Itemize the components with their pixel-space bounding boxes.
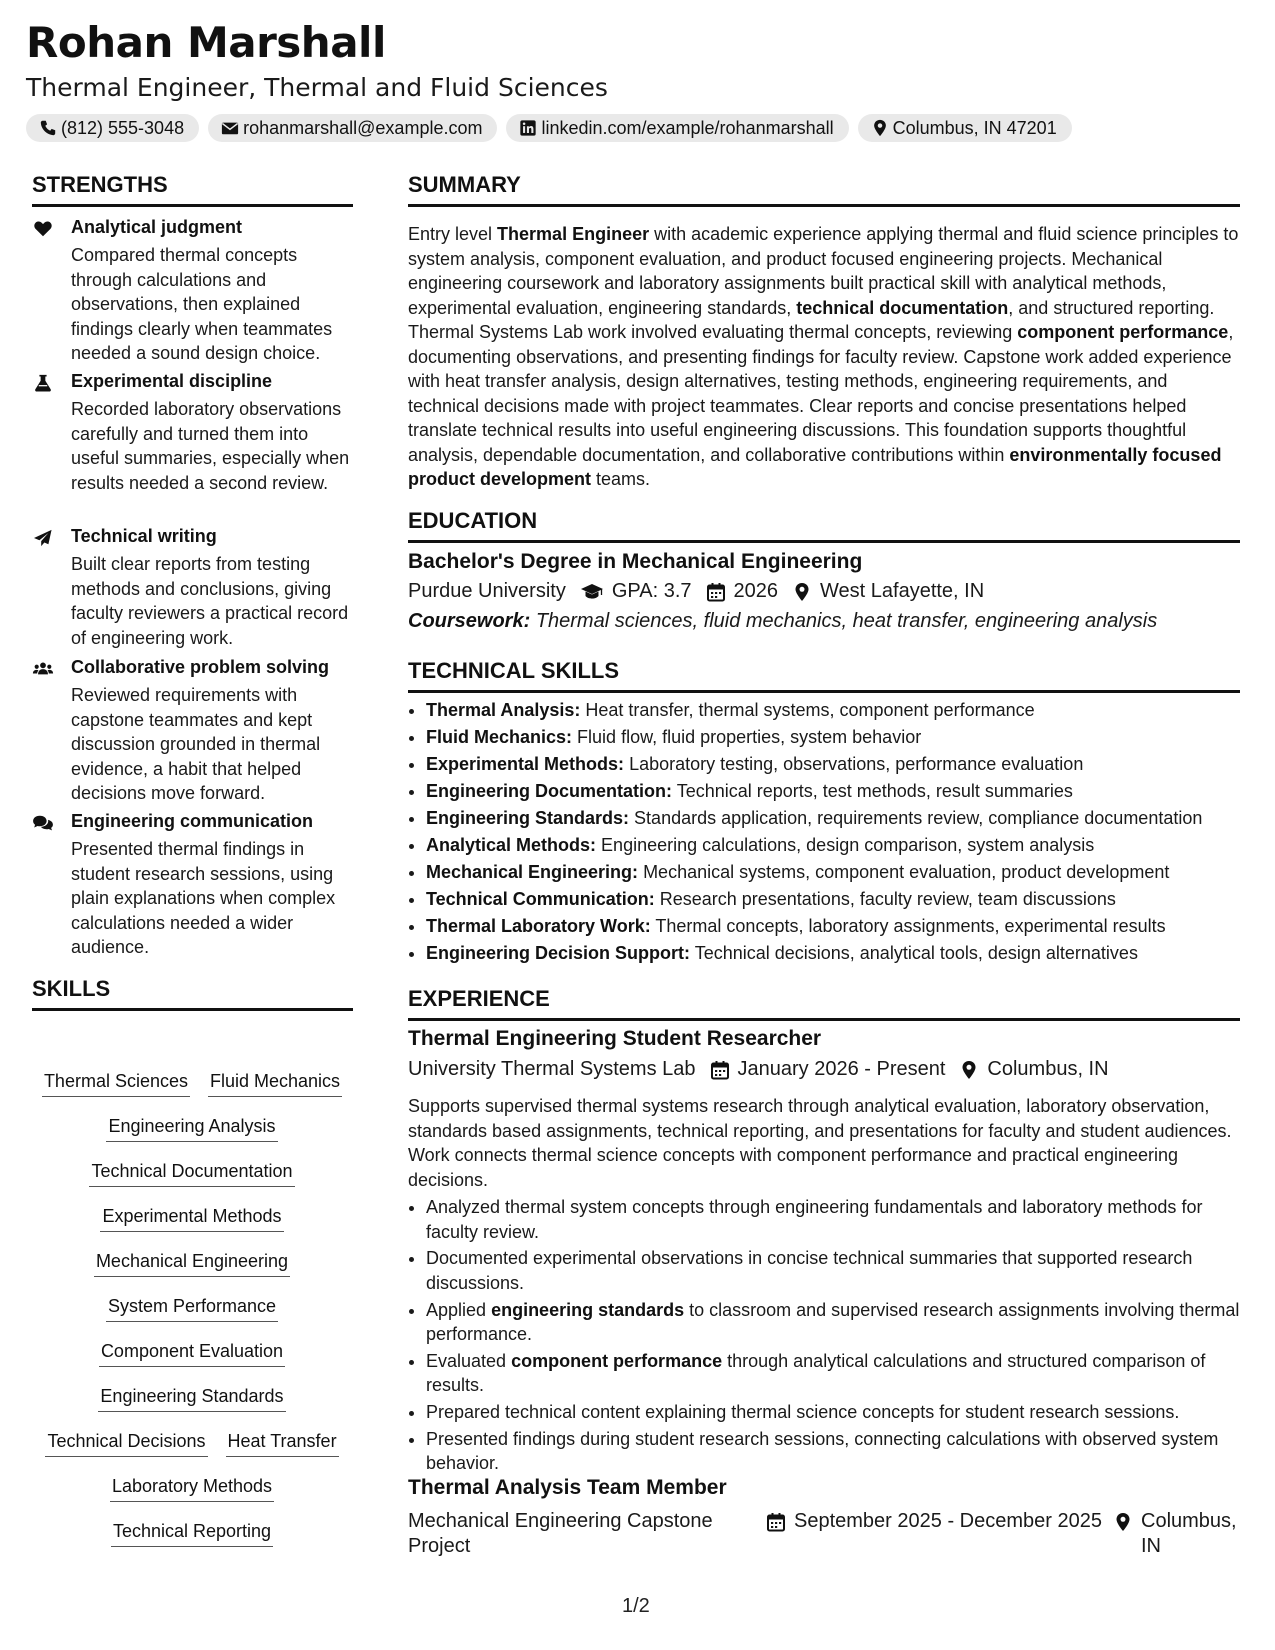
bullet-text: Presented findings during student research sessions, connecting calculations with observed system behavior. xyxy=(426,1428,1219,1474)
job-location: Columbus, IN xyxy=(1141,1510,1237,1557)
technical-skill-label: Analytical Methods: xyxy=(426,835,597,855)
bullet-text-bold: engineering standards xyxy=(491,1299,685,1320)
technical-skill-label: Engineering Decision Support: xyxy=(426,943,691,963)
summary-text xyxy=(408,222,1240,492)
page-number: 1/2 xyxy=(622,1595,650,1617)
phone-icon xyxy=(39,119,57,137)
skill-tag: Technical Reporting xyxy=(111,1520,273,1547)
job-organization: Mechanical Engineering Capstone Project xyxy=(408,1510,713,1557)
technical-skill-label: Technical Communication: xyxy=(426,889,655,909)
strength-desc: Reviewed requirements with capstone teammates and kept discussion grounded in thermal evidence, a habit that helped decisions move forward. xyxy=(71,685,321,803)
technical-skill-text: Standards application, requirements review, compliance documentation xyxy=(634,808,1203,828)
bullet-text: Applied xyxy=(426,1299,492,1320)
strength-item xyxy=(32,371,354,511)
job-dates: January 2026 - Present xyxy=(737,1058,946,1080)
coursework-line xyxy=(408,610,1240,633)
bullet-text: Analyzed thermal system concepts through engineering fundamentals and laboratory methods for faculty review. xyxy=(426,1197,1203,1242)
bullet-text: to classroom and supervised research assignments involving thermal performance. xyxy=(426,1299,1240,1345)
strength-item xyxy=(32,526,354,646)
school-name: Purdue University xyxy=(408,580,566,602)
strength-desc: Recorded laboratory observations carefully and turned them into useful summaries, especially when results needed a second review. xyxy=(71,399,350,493)
technical-skill-text: Heat transfer, thermal systems, component performance xyxy=(585,700,1035,720)
contact-phone-text: (812) 555-3048 xyxy=(61,117,185,138)
technical-skill-text: Research presentations, faculty review, team discussions xyxy=(659,889,1116,909)
technical-skill-label: Experimental Methods: xyxy=(426,754,625,774)
flask-icon xyxy=(32,374,54,392)
experience-heading: EXPERIENCE xyxy=(408,986,1240,1021)
technical-skill-label: Fluid Mechanics: xyxy=(426,727,573,747)
skill-tag: Experimental Methods xyxy=(100,1205,283,1232)
summary-segment-bold: technical documentation xyxy=(796,297,1009,318)
strength-desc: Compared thermal concepts through calculations and observations, then explained findings clearly when teammates needed a sound design choice. xyxy=(71,245,333,363)
technical-skill-item xyxy=(426,913,1258,940)
contact-bar xyxy=(26,114,1072,142)
skills-row xyxy=(32,1430,352,1475)
skills-row xyxy=(32,1070,352,1115)
calendar-icon xyxy=(710,1060,730,1080)
job-title: Thermal Engineering Student Researcher xyxy=(408,1027,822,1050)
calendar-icon xyxy=(706,582,726,602)
summary-segment: teams. xyxy=(591,469,651,489)
strength-desc: Built clear reports from testing methods and conclusions, giving faculty reviewers a practical record of engineering work. xyxy=(71,554,349,648)
skill-tag: Engineering Standards xyxy=(98,1385,285,1412)
map-pin-icon xyxy=(792,582,812,602)
technical-skill-item xyxy=(426,697,1258,724)
contact-email xyxy=(208,114,497,142)
skill-tag: System Performance xyxy=(106,1295,278,1322)
technical-skill-text: Fluid flow, fluid properties, system behavior xyxy=(577,727,922,747)
strength-title: Experimental discipline xyxy=(71,371,273,391)
candidate-title: Thermal Engineer, Thermal and Fluid Sciences xyxy=(26,73,608,102)
strength-item xyxy=(32,217,354,363)
bullet-text: Prepared technical content explaining thermal science concepts for student research sessions. xyxy=(426,1402,1180,1423)
coursework-label: Coursework: xyxy=(408,610,531,632)
job-dates: September 2025 - December 2025 xyxy=(794,1510,1102,1532)
contact-phone xyxy=(26,114,199,142)
job-bullet xyxy=(426,1246,1258,1295)
job-bullet xyxy=(426,1400,1258,1425)
graduation-cap-icon xyxy=(580,582,604,602)
calendar-icon xyxy=(766,1512,786,1532)
skills-row xyxy=(32,1340,352,1385)
technical-skill-label: Thermal Analysis: xyxy=(426,700,581,720)
users-icon xyxy=(32,660,54,678)
skill-tag: Fluid Mechanics xyxy=(208,1070,342,1097)
skill-tag: Laboratory Methods xyxy=(110,1475,274,1502)
skills-row xyxy=(32,1205,352,1250)
contact-email-text: rohanmarshall@example.com xyxy=(243,117,483,138)
job-meta xyxy=(408,1509,1240,1561)
technical-skill-text: Laboratory testing, observations, performance evaluation xyxy=(629,754,1084,774)
strength-title: Analytical judgment xyxy=(71,217,243,237)
coursework-text: Thermal sciences, fluid mechanics, heat transfer, engineering analysis xyxy=(535,610,1158,632)
education-meta xyxy=(408,580,1240,603)
comments-icon xyxy=(32,814,54,832)
paper-plane-icon xyxy=(32,529,54,547)
technical-skill-text: Technical reports, test methods, result summaries xyxy=(676,781,1073,801)
strength-title: Engineering communication xyxy=(71,811,314,831)
bullet-text-bold: component performance xyxy=(511,1350,723,1371)
summary-segment-bold: environmentally focused product development xyxy=(408,444,1222,489)
job-title: Thermal Analysis Team Member xyxy=(408,1476,727,1499)
technical-skill-text: Thermal concepts, laboratory assignments, experimental results xyxy=(655,916,1166,936)
map-pin-icon xyxy=(871,119,889,137)
education-heading: EDUCATION xyxy=(408,508,1240,543)
skill-tag: Heat Transfer xyxy=(226,1430,339,1457)
strengths-heading: STRENGTHS xyxy=(32,172,353,207)
skill-tag: Thermal Sciences xyxy=(42,1070,190,1097)
summary-heading: SUMMARY xyxy=(408,172,1240,207)
contact-linkedin-text: linkedin.com/example/rohanmarshall xyxy=(541,117,834,138)
summary-segment-bold: Thermal Engineer xyxy=(497,224,650,244)
summary-segment: , and structured reporting. Thermal Systems Lab work involved evaluating thermal concepts, reviewing xyxy=(408,297,1215,342)
technical-skill-label: Thermal Laboratory Work: xyxy=(426,916,651,936)
job-meta xyxy=(408,1058,1240,1081)
bullet-text: Documented experimental observations in concise technical summaries that supported research discussions. xyxy=(426,1248,1193,1293)
summary-segment: Entry level xyxy=(408,224,498,244)
map-pin-icon xyxy=(1113,1512,1133,1532)
skill-tag: Technical Decisions xyxy=(45,1430,207,1457)
candidate-name: Rohan Marshall xyxy=(26,18,386,67)
skill-tag: Technical Documentation xyxy=(89,1160,294,1187)
technical-skills-list xyxy=(408,697,1258,967)
job-bullet xyxy=(426,1349,1258,1398)
strength-title: Collaborative problem solving xyxy=(71,657,330,677)
job-bullet xyxy=(426,1427,1258,1476)
skills-heading: SKILLS xyxy=(32,976,353,1011)
heart-icon xyxy=(32,220,54,238)
technical-skill-label: Engineering Standards: xyxy=(426,808,630,828)
skills-row xyxy=(32,1475,352,1520)
bullet-text: through analytical calculations and structured comparison of results. xyxy=(426,1350,1206,1396)
skills-row xyxy=(32,1385,352,1430)
technical-skill-label: Engineering Documentation: xyxy=(426,781,673,801)
skills-row xyxy=(32,1250,352,1295)
job-location: Columbus, IN xyxy=(987,1058,1109,1080)
graduation-year: 2026 xyxy=(733,580,779,602)
technical-skill-text: Technical decisions, analytical tools, design alternatives xyxy=(694,943,1138,963)
envelope-icon xyxy=(221,119,239,137)
map-pin-icon xyxy=(959,1060,979,1080)
skills-row xyxy=(32,1520,352,1565)
linkedin-icon xyxy=(519,119,537,137)
technical-skill-item xyxy=(426,886,1258,913)
degree-title: Bachelor's Degree in Mechanical Engineering xyxy=(408,550,863,573)
technical-skill-item xyxy=(426,778,1258,805)
technical-skill-item xyxy=(426,940,1258,967)
skills-row xyxy=(32,1160,352,1205)
job-organization: University Thermal Systems Lab xyxy=(408,1058,696,1080)
skill-tag: Component Evaluation xyxy=(99,1340,285,1367)
technical-skill-text: Mechanical systems, component evaluation, product development xyxy=(643,862,1170,882)
strength-title: Technical writing xyxy=(71,526,217,546)
strength-item xyxy=(32,657,354,803)
contact-location-text: Columbus, IN 47201 xyxy=(892,117,1057,138)
technical-skill-item xyxy=(426,751,1258,778)
contact-linkedin xyxy=(506,114,848,142)
job-bullets xyxy=(408,1195,1258,1478)
bullet-text: Evaluated xyxy=(426,1350,512,1371)
technical-skill-item xyxy=(426,805,1258,832)
school-location: West Lafayette, IN xyxy=(820,580,985,602)
skill-tag: Mechanical Engineering xyxy=(94,1250,290,1277)
skills-row xyxy=(32,1295,352,1340)
summary-segment: with academic experience applying thermal and fluid science principles to system analysis, component evaluation, and product focused engineering projects. Mechanical engineering coursework and laboratory assignments built practical skill with analytical methods, experimental evaluation, engineering standards, xyxy=(408,224,1239,318)
technical-skills-heading: TECHNICAL SKILLS xyxy=(408,658,1240,693)
summary-segment-bold: component performance xyxy=(1017,322,1229,342)
skills-row xyxy=(32,1115,352,1160)
job-summary: Supports supervised thermal systems research through analytical evaluation, laboratory observation, standards based assignments, technical reporting, and presentations for faculty and student audiences. Work connects thermal science concepts with component performance and practical engineering decisions. xyxy=(408,1096,1232,1190)
technical-skill-item xyxy=(426,832,1258,859)
strength-desc: Presented thermal findings in student research sessions, using plain explanations when complex calculations needed a wider audience. xyxy=(71,839,336,957)
technical-skill-item xyxy=(426,724,1258,751)
skills-list xyxy=(32,1070,352,1565)
technical-skill-item xyxy=(426,859,1258,886)
technical-skill-label: Mechanical Engineering: xyxy=(426,862,639,882)
strength-item xyxy=(32,811,354,956)
skill-tag: Engineering Analysis xyxy=(106,1115,277,1142)
gpa: GPA: 3.7 xyxy=(611,580,692,602)
job-bullet xyxy=(426,1195,1258,1244)
contact-location xyxy=(858,114,1072,142)
summary-segment: , documenting observations, and presenting findings for faculty review. Capstone work added experience with heat transfer analysis, design alternatives, testing methods, engineering requirements, and technical decisions made with project teammates. Clear reports and concise presentations helped translate technical results into useful engineering discussions. This foundation supports thoughtful analysis, dependable documentation, and collaborative contributions within xyxy=(408,322,1234,465)
job-bullet xyxy=(426,1298,1258,1347)
technical-skill-text: Engineering calculations, design comparison, system analysis xyxy=(601,835,1095,855)
